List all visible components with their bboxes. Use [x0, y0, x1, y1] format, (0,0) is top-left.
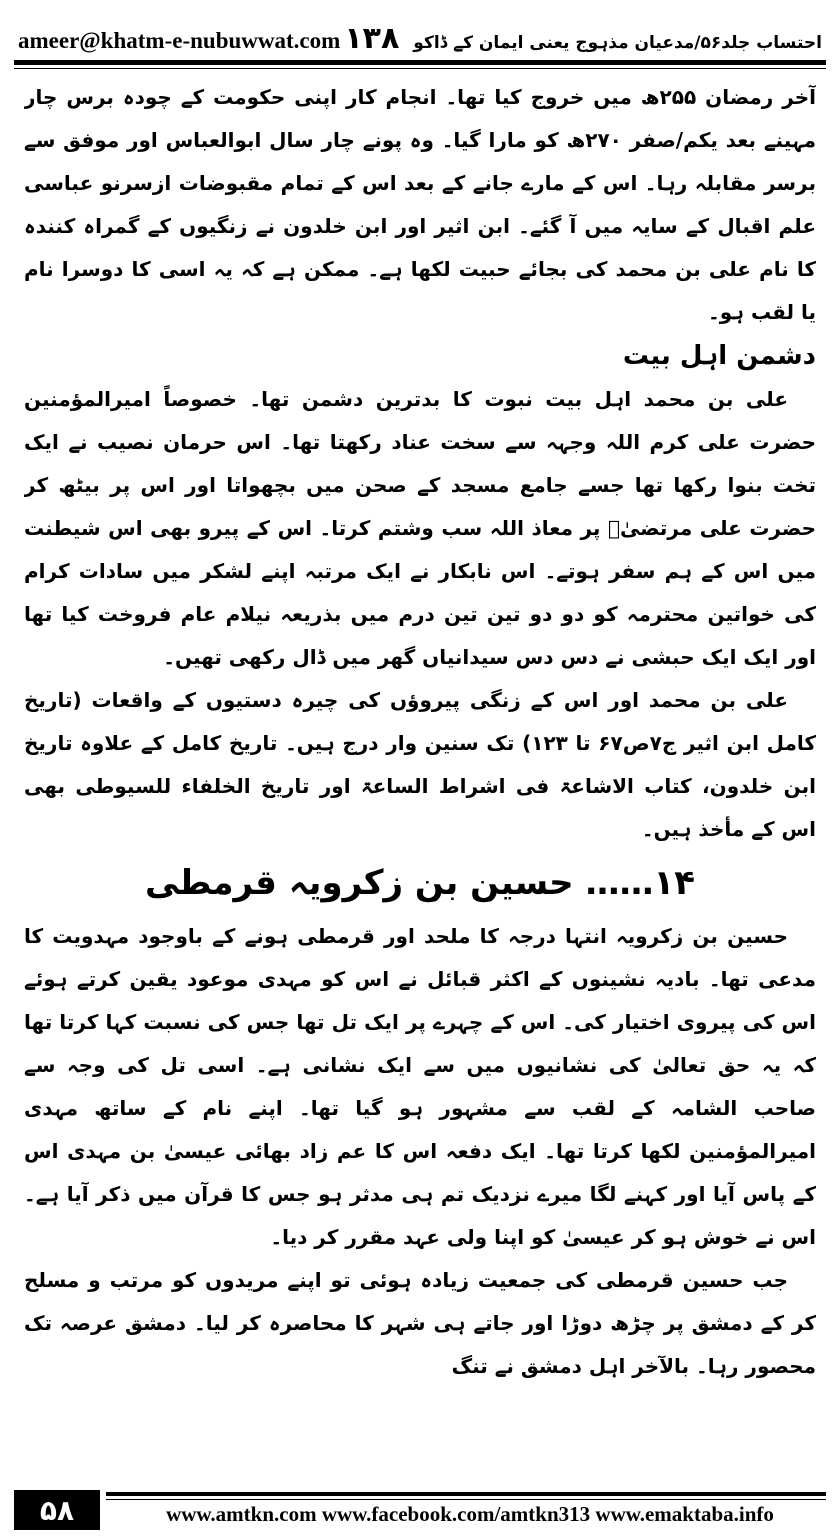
header-email[interactable]: ameer@khatm-e-nubuwwat.com — [18, 28, 341, 53]
header-page-number: ۱۳۸ — [344, 21, 400, 56]
header-rule-thin — [14, 68, 826, 69]
footer-page-number: ۵۸ — [14, 1490, 100, 1530]
footer-rule-thick — [106, 1492, 826, 1496]
page-header — [18, 6, 822, 54]
page-body — [24, 76, 816, 1481]
section-subheading: دشمن اہل بیت — [622, 341, 816, 371]
footer-links[interactable]: www.amtkn.com www.facebook.com/amtkn313 www.emaktaba.info — [166, 1502, 774, 1526]
page-footer — [14, 1488, 826, 1534]
header-title-group — [344, 21, 822, 56]
chapter-heading: ۱۴…… حسین بن زکرویہ قرمطی — [144, 863, 696, 903]
paragraph-5: جب حسین قرمطی کی جمعیت زیادہ ہوئی تو اپنے مریدوں کو مرتب و مسلح کر کے دمشق پر چڑھ دوڑا اور جاتے ہی شہر کا محاصرہ کر لیا۔ دمشق عرصہ تک محصور رہا۔ بالآخر اہل دمشق نے تنگ — [24, 1268, 816, 1378]
paragraph-4: حسین بن زکرویہ انتہا درجہ کا ملحد اور قرمطی ہونے کے باوجود مہدویت کا مدعی تھا۔ بادیہ نشینوں کے اکثر قبائل نے اس کو مہدی موعود یقین کرتے ہوئے اس کی پیروی اختیار کی۔ اس کے چہرے پر ایک تل تھا جس کی نسبت کہا کرتا تھا کہ یہ حق تعالیٰ کی نشانیوں میں سے ایک نشانی ہے۔ اسی تل کی وجہ سے صاحب الشامہ کے لقب سے مشہور ہو گیا تھا۔ اپنے نام کے ساتھ مہدی امیرالمؤمنین لکھا کرتا تھا۔ ایک دفعہ اس کا عم زاد بھائی عیسیٰ بن مہدی اس کے پاس آیا اور کہنے لگا میرے نزدیک تم ہی مدثر ہو جس کا قرآن میں ذکر آیا ہے۔ اس نے خوش ہو کر عیسیٰ کو اپنا ولی عہد مقرر کر دیا۔ — [24, 924, 816, 1249]
header-title: احتساب جلد۵۶/مدعیان مذہوج یعنی ایمان کے ڈاکو — [413, 33, 822, 53]
paragraph-2: علی بن محمد اہل بیت نبوت کا بدترین دشمن تھا۔ خصوصاً امیرالمؤمنین حضرت علی کرم اللہ وجہہ سے سخت عناد رکھتا تھا۔ اس حرمان نصیب نے ایک تخت بنوا رکھا تھا جسے جامع مسجد کے صحن میں بچھواتا اور اس پر بیٹھ کر حضرت علی مرتضیٰؓ پر معاذ اللہ سب وشتم کرتا۔ اس کے پیرو بھی اس شیطنت میں اس کے ہم سفر ہوتے۔ اس نابکار نے ایک مرتبہ اپنے لشکر میں سادات کرام کی خواتین محترمہ کو دو دو تین تین درم میں بذریعہ نیلام عام فروخت کیا تھا اور ایک ایک حبشی نے دس دس سیدانیاں گھر میں ڈال رکھی تھیں۔ — [24, 387, 816, 669]
paragraph-1: آخر رمضان ۲۵۵ھ میں خروج کیا تھا۔ انجام کار اپنی حکومت کے چودہ برس چار مہینے بعد یکم/صفر ۲۷۰ھ کو مارا گیا۔ وہ پونے چار سال ابوالعباس اور موفق سے برسر مقابلہ رہا۔ اس کے مارے جانے کے بعد اس کے تمام مقبوضات ازسرنو عباسی علم اقبال کے سایہ میں آ گئے۔ ابن اثیر اور ابن خلدون نے زنگیوں کے گمراہ کنندہ کا نام علی بن محمد کی بجائے حبیت لکھا ہے۔ ممکن ہے کہ یہ اسی کا دوسرا نام یا لقب ہو۔ — [24, 85, 816, 324]
header-rule-thick — [14, 60, 826, 65]
footer-rule-thin — [106, 1499, 826, 1500]
paragraph-3: علی بن محمد اور اس کے زنگی پیروؤں کی چیرہ دستیوں کے واقعات (تاریخ کامل ابن اثیر ج۷ص۶۷ تا ۱۲۳) تک سنین وار درج ہیں۔ تاریخ کامل کے علاوہ تاریخ ابن خلدون، کتاب الاشاعۃ فی اشراط الساعۃ اور تاریخ الخلفاء للسیوطی بھی اس کے مأخذ ہیں۔ — [24, 688, 816, 841]
